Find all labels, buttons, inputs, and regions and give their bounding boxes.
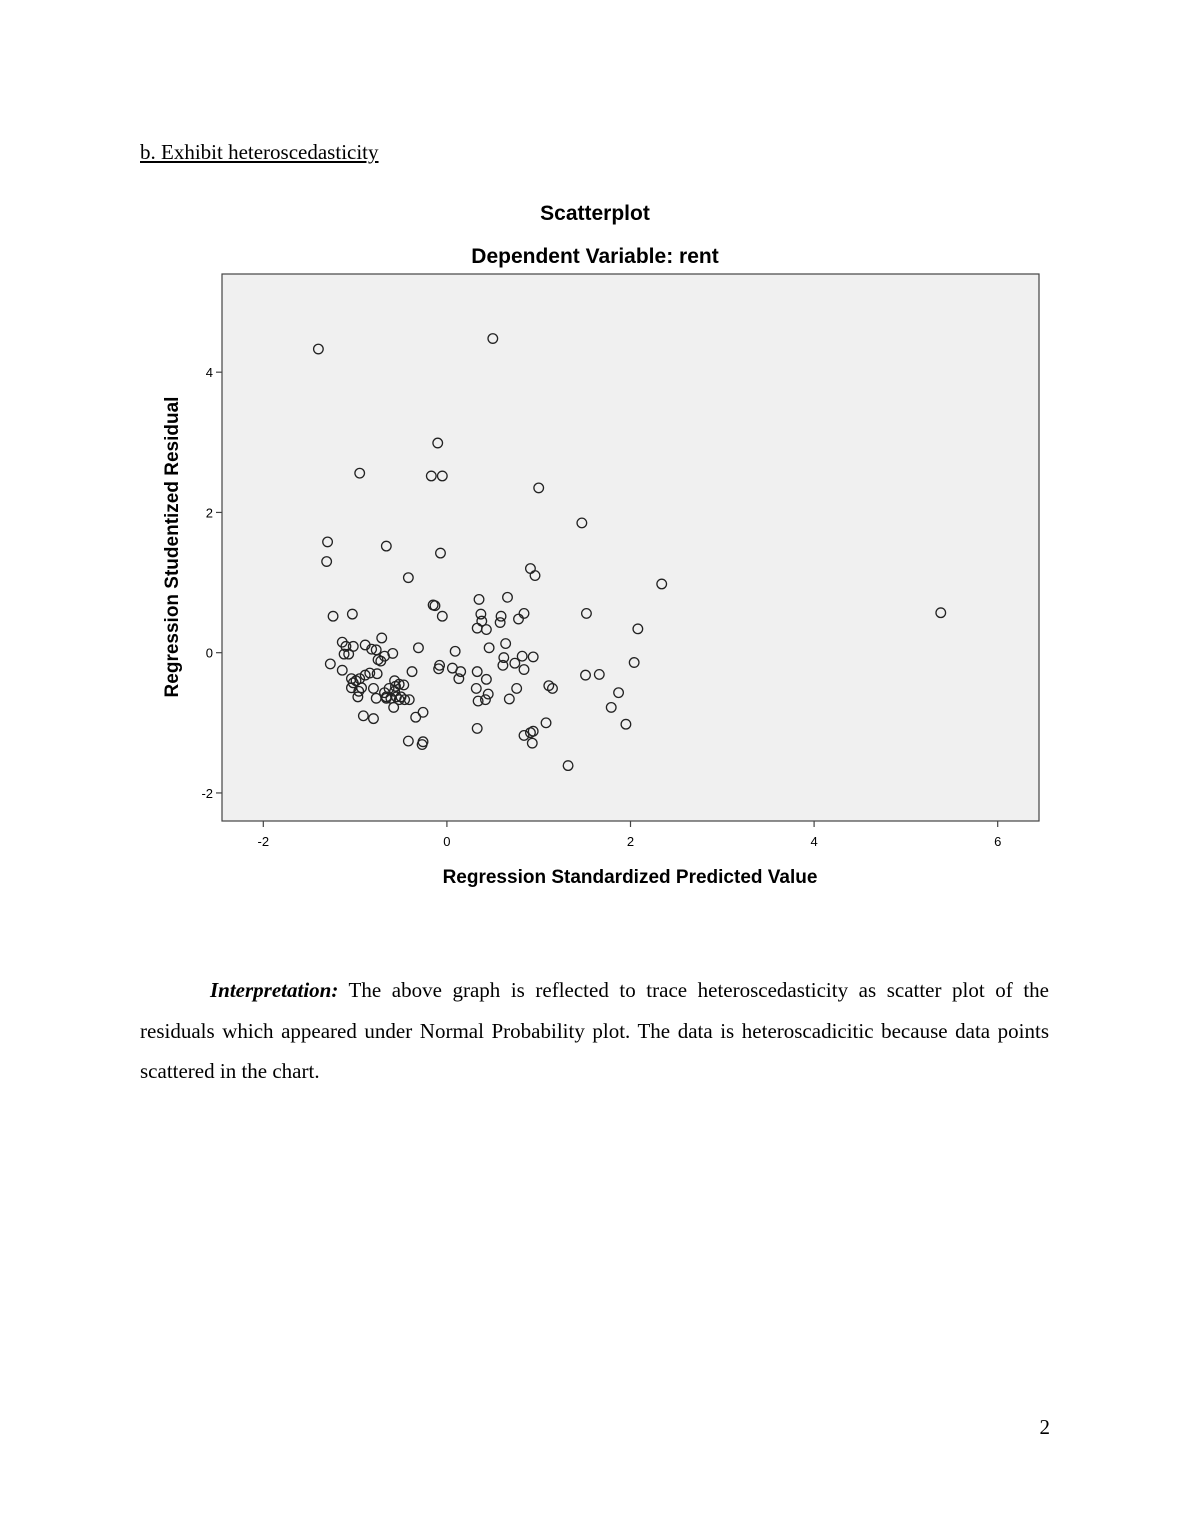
y-axis-label: Regression Studentized Residual — [162, 396, 183, 698]
scatterplot-chart — [150, 195, 1070, 895]
y-tick-label: 4 — [205, 365, 213, 381]
x-tick-label: -2 — [257, 834, 270, 849]
interpretation-lead: Interpretation: — [210, 978, 339, 1002]
section-heading: b. Exhibit heteroscedasticity — [140, 140, 379, 164]
x-tick-label: 4 — [810, 834, 818, 849]
y-tick-label: -2 — [201, 785, 213, 801]
y-tick-label: 0 — [205, 645, 213, 661]
chart-subtitle: Dependent Variable: rent — [471, 245, 719, 268]
chart-title: Scatterplot — [540, 202, 650, 225]
x-tick-label: 2 — [626, 834, 635, 849]
interpretation-paragraph — [140, 970, 1049, 1092]
y-tick-label: 2 — [205, 505, 213, 521]
plot-area — [222, 274, 1039, 821]
page-number: 2 — [1039, 1415, 1050, 1439]
x-axis-label: Regression Standardized Predicted Value — [442, 867, 818, 888]
y-axis-ticks — [201, 365, 222, 801]
scatterplot-figure — [150, 195, 1070, 895]
x-axis-ticks — [258, 821, 1002, 849]
x-tick-label: 6 — [994, 834, 1002, 849]
interpretation-text: The above graph is reflected to trace heteroscedasticity as scatter plot of the residuals which appeared under Normal Probability plot. The data is heteroscadicitic because data points scattered in the chart. — [140, 978, 1049, 1083]
x-tick-label: 0 — [443, 834, 451, 849]
